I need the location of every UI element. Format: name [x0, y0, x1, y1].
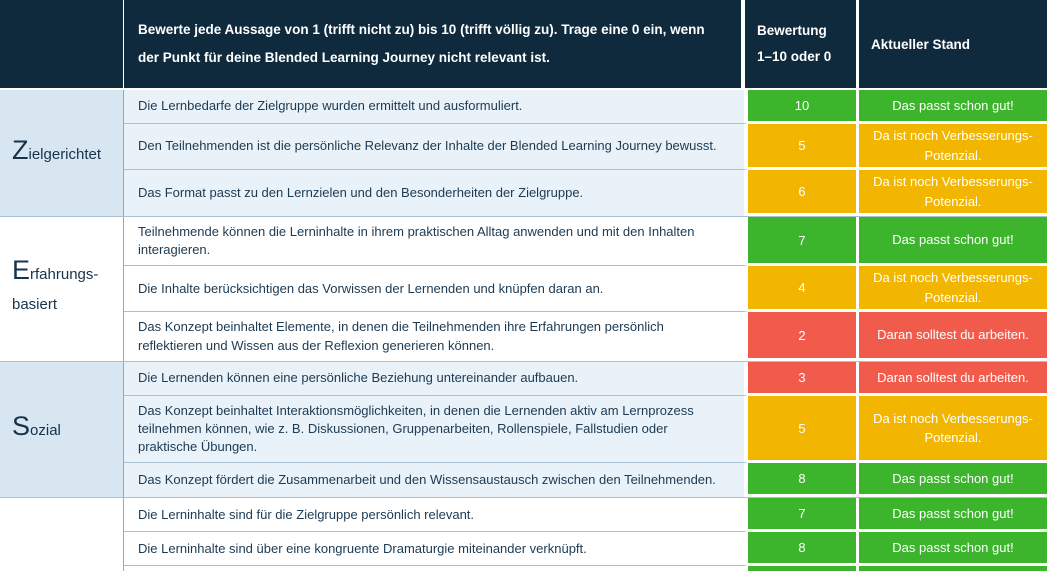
header-rating-column [745, 0, 859, 88]
rating-value-cell[interactable]: 6 [748, 170, 859, 216]
table-row-1-0 [124, 217, 1047, 266]
section-sozial [0, 361, 1047, 498]
table-row-0-0 [124, 90, 1047, 124]
statement-cell: Teilnehmende können die Lerninhalte in ihrem praktischen Alltag anwenden und mit den Inhalten interagieren. [124, 217, 748, 266]
header-category-cell [0, 0, 124, 88]
status-cell: Da ist noch Verbesserungs-Potenzial. [859, 266, 1047, 312]
rating-value-cell[interactable]: 8 [748, 532, 859, 566]
category-cell-untitled [0, 498, 124, 571]
statement-cell: Den Teilnehmenden ist die persönliche Relevanz der Inhalte der Blended Learning Journey bewusst. [124, 124, 748, 170]
table-body [0, 90, 1047, 581]
rating-value-cell[interactable]: 4 [748, 266, 859, 312]
status-cell: Da ist noch Verbesserungs-Potenzial. [859, 170, 1047, 216]
table-row-2-1 [124, 396, 1047, 464]
table-row-1-1 [124, 266, 1047, 312]
status-cell: Das passt schon gut! [859, 90, 1047, 124]
section-rows [124, 362, 1047, 498]
rating-header-line2: 1–10 oder 0 [757, 49, 832, 64]
status-header-label: Aktueller Stand [871, 36, 971, 52]
header-instruction [124, 0, 745, 88]
statement-cell: Die Inhalte berücksichtigen das Vorwissen der Lernenden und knüpfen daran an. [124, 266, 748, 312]
section-erfahrungs- [0, 216, 1047, 361]
table-row-0-2 [124, 170, 1047, 216]
section-rows [124, 217, 1047, 361]
rating-value-cell[interactable]: 7 [748, 217, 859, 266]
status-cell: Daran solltest du arbeiten. [859, 312, 1047, 360]
rating-value-cell[interactable]: 3 [748, 362, 859, 396]
category-label: Zielgerichtet [12, 134, 102, 165]
status-cell: Da ist noch Verbesserungs-Potenzial. [859, 124, 1047, 170]
table-row-2-0 [124, 362, 1047, 396]
status-cell: Daran solltest du arbeiten. [859, 362, 1047, 396]
rating-value-cell[interactable]: 8 [748, 463, 859, 497]
header-status-column [859, 0, 1047, 88]
statement-cell [124, 566, 748, 571]
category-cell-erfahrungs- [0, 217, 124, 361]
status-cell [859, 566, 1047, 571]
table-row-cutoff [124, 566, 1047, 571]
table-row-3-0 [124, 498, 1047, 532]
status-cell: Das passt schon gut! [859, 498, 1047, 532]
table-row-0-1 [124, 124, 1047, 170]
category-initial: E [12, 255, 31, 286]
status-cell: Da ist noch Verbesserungs-Potenzial. [859, 396, 1047, 464]
table-row-3-1 [124, 532, 1047, 566]
rating-value-cell[interactable] [748, 566, 859, 571]
section-rows [124, 90, 1047, 216]
statement-cell: Die Lernenden können eine persönliche Beziehung untereinander aufbauen. [124, 362, 748, 396]
statement-cell: Das Format passt zu den Lernzielen und den Besonderheiten der Zielgruppe. [124, 170, 748, 216]
rating-header-line1: Bewertung [757, 23, 827, 39]
statement-cell: Das Konzept beinhaltet Interaktionsmöglichkeiten, in denen die Lernenden aktiv am Lernprozess teilnehmen können, wie z. B. Diskussionen, Gruppenarbeiten, Rollenspiele, Fallstudien oder praktische Übungen. [124, 396, 748, 464]
statement-cell: Die Lernbedarfe der Zielgruppe wurden ermittelt und ausformuliert. [124, 90, 748, 124]
rating-value-cell[interactable]: 5 [748, 124, 859, 170]
statement-cell: Die Lerninhalte sind über eine kongruente Dramaturgie miteinander verknüpft. [124, 532, 748, 566]
category-initial: Z [12, 134, 29, 165]
rating-value-cell[interactable]: 2 [748, 312, 859, 360]
instruction-text: Bewerte jede Aussage von 1 (trifft nicht zu) bis 10 (trifft völlig zu). Trage eine 0 ein, wenn der Punkt für deine Blended Learning Journey nicht relevant ist. [138, 21, 705, 65]
section-untitled [0, 497, 1047, 571]
table-row-2-2 [124, 463, 1047, 497]
category-cell-zielgerichtet [0, 90, 124, 216]
section-rows [124, 498, 1047, 571]
statement-cell: Die Lerninhalte sind für die Zielgruppe persönlich relevant. [124, 498, 748, 532]
section-zielgerichtet [0, 90, 1047, 216]
category-label: Erfahrungs- basiert [12, 255, 99, 314]
category-label: Sozial [12, 411, 61, 442]
category-initial: S [12, 411, 31, 442]
rating-value-cell[interactable]: 7 [748, 498, 859, 532]
status-cell: Das passt schon gut! [859, 463, 1047, 497]
table-header [0, 0, 1047, 90]
statement-cell: Das Konzept beinhaltet Elemente, in denen die Teilnehmenden ihre Erfahrungen persönlich reflektieren und Wissen aus der Reflexion generieren können. [124, 312, 748, 360]
statement-cell: Das Konzept fördert die Zusammenarbeit und den Wissensaustausch zwischen den Teilnehmenden. [124, 463, 748, 497]
table-row-1-2 [124, 312, 1047, 360]
rating-value-cell[interactable]: 5 [748, 396, 859, 464]
rating-value-cell[interactable]: 10 [748, 90, 859, 124]
category-cell-sozial [0, 362, 124, 498]
status-cell: Das passt schon gut! [859, 217, 1047, 266]
status-cell: Das passt schon gut! [859, 532, 1047, 566]
